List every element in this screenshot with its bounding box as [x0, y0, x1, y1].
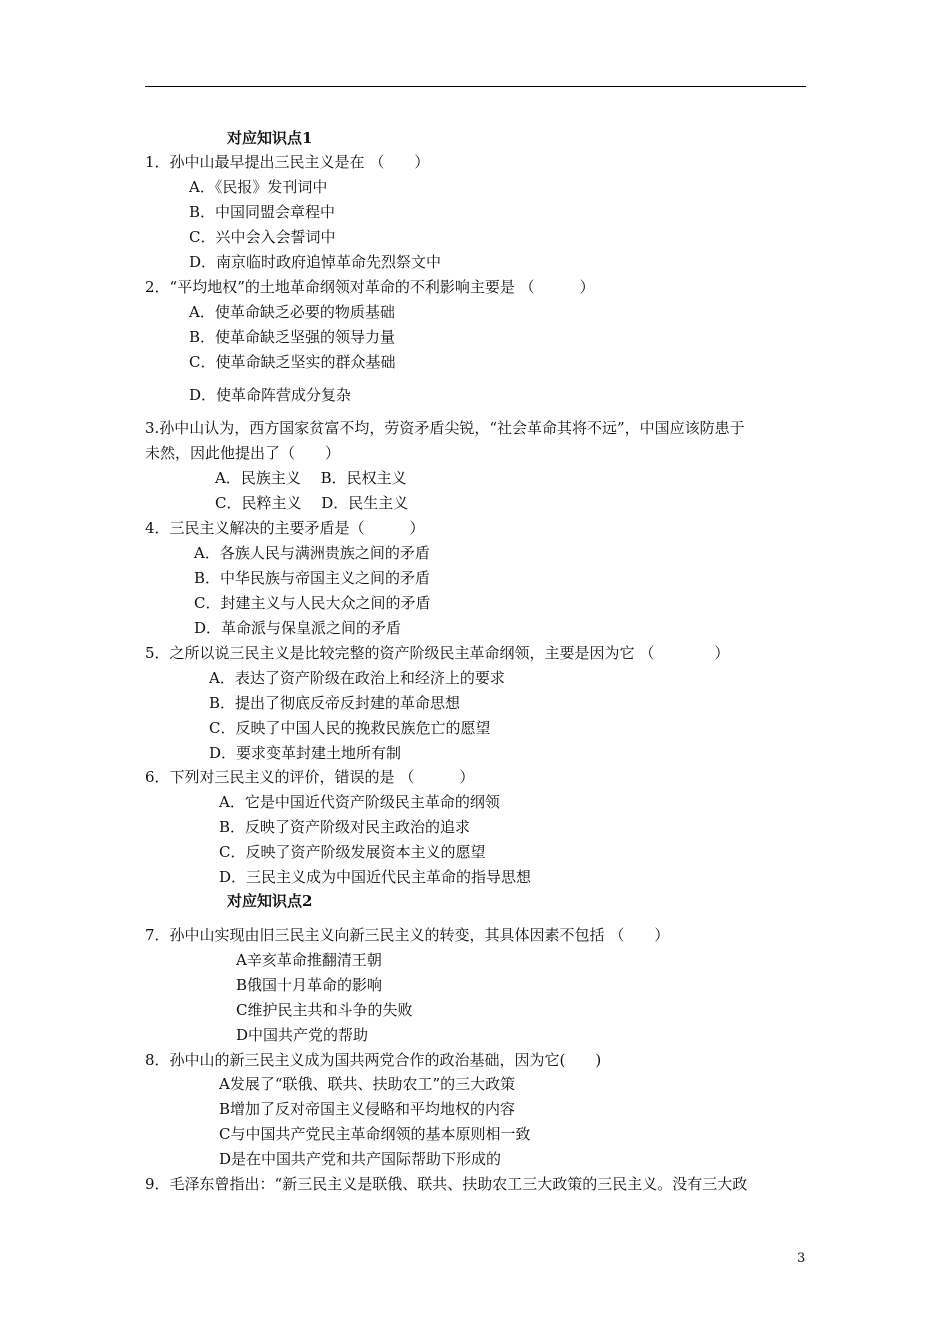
- question-4-option-c: C．封建主义与人民大众之间的矛盾: [194, 594, 431, 612]
- question-8-option-b: B增加了反对帝国主义侵略和平均地权的内容: [219, 1100, 516, 1118]
- question-4-option-d: D．革命派与保皇派之间的矛盾: [194, 619, 402, 637]
- question-7-option-c: C维护民主共和斗争的失败: [236, 1001, 413, 1019]
- question-6-option-b: B．反映了资产阶级对民主政治的追求: [219, 818, 471, 836]
- question-3-options-row-2: C．民粹主义 D．民生主义: [215, 494, 409, 512]
- question-1-option-c: C．兴中会入会誓词中: [189, 228, 336, 246]
- question-3-stem-line-1: 3.孙中山认为，西方国家贫富不均，劳资矛盾尖锐，“社会革命其将不远”，中国应该防患于: [145, 419, 745, 437]
- question-3-options-row-1: A．民族主义 B．民权主义: [215, 469, 407, 487]
- question-7-option-b: B俄国十月革命的影响: [236, 976, 383, 994]
- question-2-stem: 2．“平均地权”的土地革命纲领对革命的不利影响主要是 （ ）: [145, 278, 595, 296]
- question-2-option-c: C．使革命缺乏坚实的群众基础: [189, 353, 396, 371]
- question-8-option-d: D是在中国共产党和共产国际帮助下形成的: [219, 1150, 502, 1168]
- question-1-option-a: A．《民报》发刊词中: [189, 178, 328, 196]
- question-8-stem: 8．孙中山的新三民主义成为国共两党合作的政治基础，因为它( ): [145, 1051, 602, 1069]
- question-4-option-b: B．中华民族与帝国主义之间的矛盾: [194, 569, 431, 587]
- question-8-option-c: C与中国共产党民主革命纲领的基本原则相一致: [219, 1125, 531, 1143]
- question-7-option-d: D中国共产党的帮助: [236, 1026, 369, 1044]
- question-5-option-d: D．要求变革封建土地所有制: [209, 744, 402, 762]
- question-6-stem: 6．下列对三民主义的评价，错误的是 （ ）: [145, 768, 475, 786]
- question-4-stem: 4．三民主义解决的主要矛盾是（ ）: [145, 519, 425, 537]
- question-5-option-b: B．提出了彻底反帝反封建的革命思想: [209, 694, 461, 712]
- question-6-option-c: C．反映了资产阶级发展资本主义的愿望: [219, 843, 486, 861]
- question-4-option-a: A．各族人民与满洲贵族之间的矛盾: [194, 544, 430, 562]
- question-1-option-d: D．南京临时政府追悼革命先烈祭文中: [189, 253, 442, 271]
- question-1-stem: 1．孙中山最早提出三民主义是在 （ ）: [145, 153, 430, 171]
- question-7-stem: 7．孙中山实现由旧三民主义向新三民主义的转变，其具体因素不包括 （ ）: [145, 926, 670, 944]
- question-9-stem: 9．毛泽东曾指出：“新三民主义是联俄、联共、扶助农工三大政策的三民主义。没有三大政: [145, 1175, 748, 1193]
- question-1-option-b: B．中国同盟会章程中: [189, 203, 336, 221]
- question-5-option-c: C．反映了中国人民的挽救民族危亡的愿望: [209, 719, 491, 737]
- page-number: 3: [797, 1251, 806, 1266]
- question-5-option-a: A．表达了资产阶级在政治上和经济上的要求: [209, 669, 505, 687]
- section-heading-1: 对应知识点1: [227, 129, 313, 147]
- question-6-option-d: D．三民主义成为中国近代民主革命的指导思想: [219, 868, 532, 886]
- question-8-option-a: A发展了“联俄、联共、扶助农工”的三大政策: [219, 1075, 516, 1093]
- section-heading-2: 对应知识点2: [227, 892, 313, 910]
- question-3-stem-line-2: 未然，因此他提出了（ ）: [145, 444, 341, 462]
- question-6-option-a: A．它是中国近代资产阶级民主革命的纲领: [219, 793, 500, 811]
- question-2-option-b: B．使革命缺乏坚强的领导力量: [189, 328, 396, 346]
- question-5-stem: 5．之所以说三民主义是比较完整的资产阶级民主革命纲领，主要是因为它 （ ）: [145, 644, 730, 662]
- question-7-option-a: A辛亥革命推翻清王朝: [236, 951, 382, 969]
- question-2-option-d: D．使革命阵营成分复杂: [189, 386, 352, 404]
- question-2-option-a: A．使革命缺乏必要的物质基础: [189, 303, 395, 321]
- header-rule: [145, 86, 806, 87]
